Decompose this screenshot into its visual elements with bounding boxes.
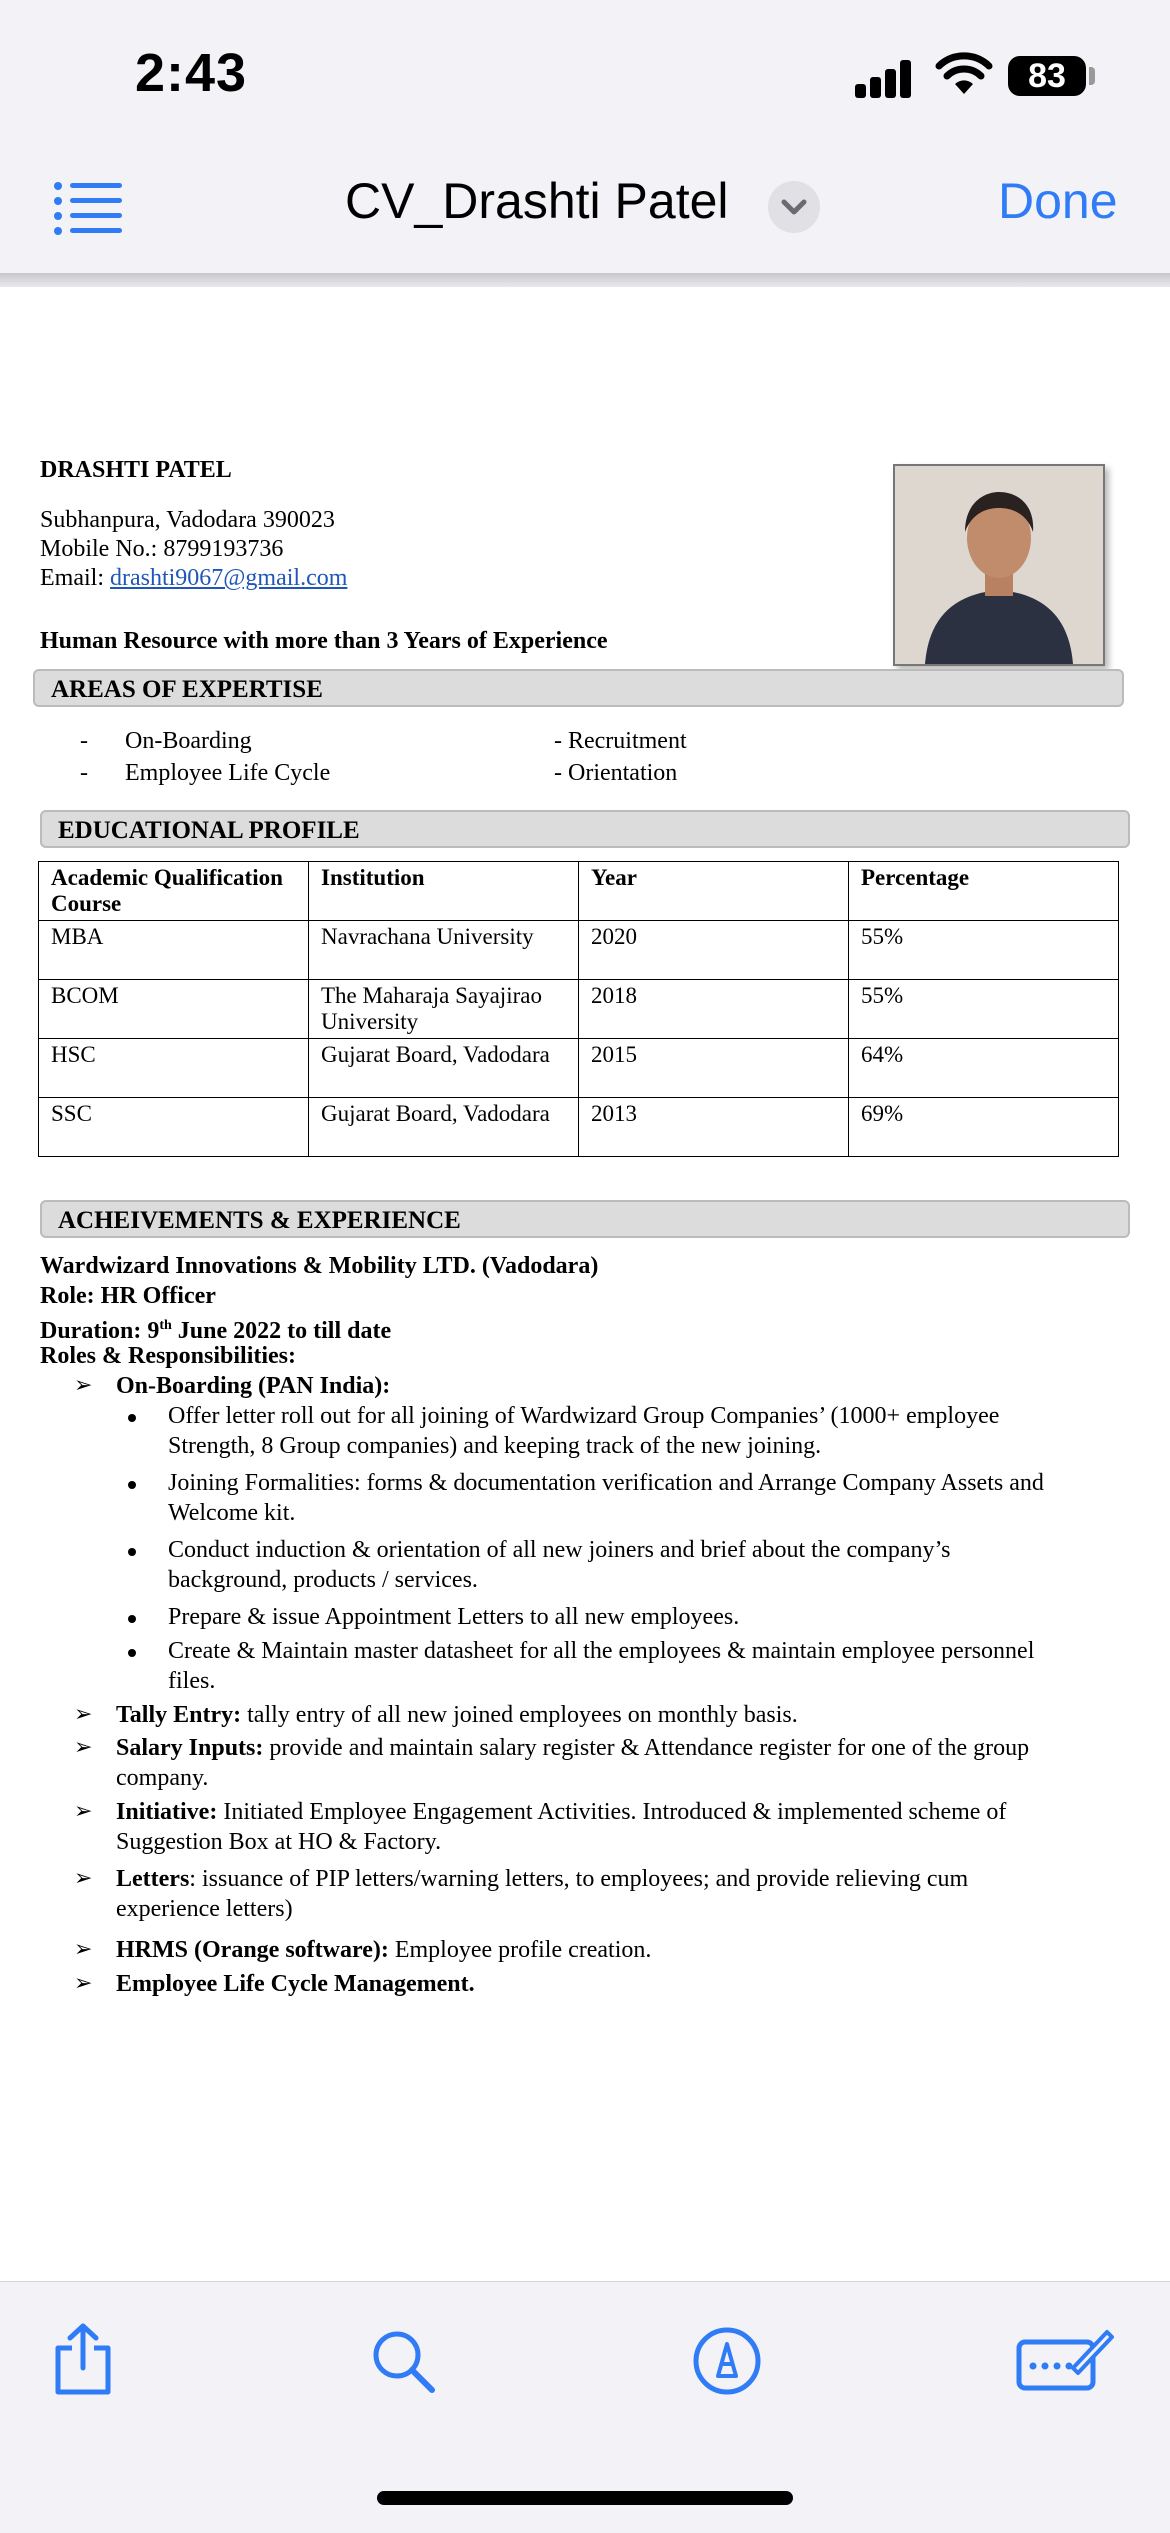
table-cell: Navrachana University — [309, 921, 579, 980]
expertise-right-1: - Recruitment — [554, 728, 687, 754]
expertise-dash-2: - — [80, 760, 88, 786]
onboarding-item-4a: Prepare & issue Appointment Letters to all new employees. — [168, 1604, 740, 1630]
section-expertise: AREAS OF EXPERTISE — [33, 669, 1124, 707]
onboarding-title: On-Boarding (PAN India): — [116, 1373, 391, 1399]
table-cell: 2020 — [579, 921, 849, 980]
initiative-label: Initiative: — [116, 1799, 218, 1825]
table-row — [39, 921, 1119, 980]
arrow-bullet-icon: ➢ — [74, 1865, 93, 1890]
document-page[interactable] — [0, 287, 1170, 2281]
salary-label: Salary Inputs: — [116, 1735, 264, 1761]
arrow-bullet-icon: ➢ — [74, 1936, 93, 1961]
expertise-right-2: - Orientation — [554, 760, 678, 786]
table-row — [39, 1098, 1119, 1157]
letters-label: Letters — [116, 1866, 190, 1892]
bullet-icon — [128, 1481, 136, 1489]
salary-text: provide and maintain salary register & Attendance register for one of the group — [263, 1735, 1030, 1761]
cv-email-line — [40, 563, 347, 593]
table-header-cell: Institution — [309, 862, 579, 921]
table-cell: Gujarat Board, Vadodara — [309, 1098, 579, 1157]
onboarding-item-1b: Strength, 8 Group companies) and keeping track of the new joining. — [168, 1433, 822, 1459]
keyboard-signature-icon[interactable] — [1015, 2324, 1115, 2394]
company-name: Wardwizard Innovations & Mobility LTD. (Vadodara) — [40, 1253, 599, 1279]
duration-pre: Duration: 9 — [40, 1318, 160, 1344]
table-cell: 2013 — [579, 1098, 849, 1157]
onboarding-item-3a: Conduct induction & orientation of all new joiners and brief about the company’s — [168, 1537, 951, 1563]
battery-nub — [1089, 67, 1095, 85]
table-cell: 55% — [849, 980, 1119, 1039]
roles-title: Roles & Responsibilities: — [40, 1343, 297, 1369]
hrms — [116, 1935, 651, 1965]
onboarding-item-5a: Create & Maintain master datasheet for all the employees & maintain employee personnel — [168, 1638, 1035, 1664]
letters-text-2: experience letters) — [116, 1896, 293, 1922]
onboarding-item-5b: files. — [168, 1668, 216, 1694]
arrow-bullet-icon: ➢ — [74, 1798, 93, 1823]
nav-divider — [0, 273, 1170, 287]
initiative-text-2: Suggestion Box at HO & Factory. — [116, 1829, 442, 1855]
salary-inputs — [116, 1733, 1029, 1763]
email-label: Email: — [40, 565, 110, 591]
bullet-icon — [128, 1615, 136, 1623]
email-link[interactable]: drashti9067@gmail.com — [109, 565, 348, 591]
table-row — [39, 980, 1119, 1039]
table-cell: Gujarat Board, Vadodara — [309, 1039, 579, 1098]
cv-headline: Human Resource with more than 3 Years of Experience — [40, 628, 608, 654]
profile-photo — [893, 464, 1105, 666]
education-table — [38, 861, 1119, 1157]
document-title[interactable]: CV_Drashti Patel — [345, 173, 729, 229]
onboarding-item-3b: background, products / services. — [168, 1567, 478, 1593]
onboarding-item-2b: Welcome kit. — [168, 1500, 296, 1526]
onboarding-item-2a: Joining Formalities: forms & documentation verification and Arrange Company Assets and — [168, 1470, 1044, 1496]
chevron-down-icon[interactable] — [768, 181, 820, 233]
home-indicator — [377, 2491, 793, 2505]
bullet-icon — [128, 1649, 136, 1657]
role: Role: HR Officer — [40, 1283, 216, 1309]
table-row — [39, 1039, 1119, 1098]
table-cell: 69% — [849, 1098, 1119, 1157]
battery-icon: 83 — [1008, 56, 1086, 96]
section-education: EDUCATIONAL PROFILE — [40, 810, 1130, 848]
hrms-label: HRMS (Orange software): — [116, 1937, 389, 1963]
list-icon[interactable] — [52, 178, 124, 238]
bullet-icon — [128, 1548, 136, 1556]
table-cell: 2015 — [579, 1039, 849, 1098]
arrow-bullet-icon: ➢ — [74, 1970, 93, 1995]
expertise-dash-1: - — [80, 728, 88, 754]
expertise-left-2: Employee Life Cycle — [125, 760, 331, 786]
letters-text: : issuance of PIP letters/warning letters, to employees; and provide relieving cum — [189, 1866, 969, 1892]
table-cell: HSC — [39, 1039, 309, 1098]
initiative — [116, 1797, 1006, 1827]
search-icon[interactable] — [370, 2328, 436, 2394]
cv-address: Subhanpura, Vadodara 390023 — [40, 507, 335, 533]
table-header-cell: Percentage — [849, 862, 1119, 921]
duration-post: June 2022 to till date — [171, 1318, 392, 1344]
letters — [116, 1864, 968, 1894]
salary-text-2: company. — [116, 1765, 209, 1791]
table-header-cell: Year — [579, 862, 849, 921]
tally-entry — [116, 1700, 798, 1730]
table-cell: MBA — [39, 921, 309, 980]
tally-text: tally entry of all new joined employees on monthly basis. — [241, 1702, 798, 1728]
table-cell: 2018 — [579, 980, 849, 1039]
cv-name: DRASHTI PATEL — [40, 457, 232, 483]
table-cell: SSC — [39, 1098, 309, 1157]
lifecycle: Employee Life Cycle Management. — [116, 1971, 475, 1997]
table-header-row — [39, 862, 1119, 921]
arrow-bullet-icon: ➢ — [74, 1372, 93, 1397]
table-cell: The Maharaja Sayajirao University — [309, 980, 579, 1039]
status-bar — [0, 0, 1170, 150]
status-time: 2:43 — [135, 43, 248, 103]
arrow-bullet-icon: ➢ — [74, 1701, 93, 1726]
tally-label: Tally Entry: — [116, 1702, 242, 1728]
table-header-cell: Academic Qualification Course — [39, 862, 309, 921]
cv-mobile: Mobile No.: 8799193736 — [40, 536, 284, 562]
expertise-left-1: On-Boarding — [125, 728, 252, 754]
cellular-signal-icon — [855, 58, 915, 98]
bullet-icon — [128, 1414, 136, 1422]
share-icon[interactable] — [52, 2322, 114, 2396]
table-cell: BCOM — [39, 980, 309, 1039]
initiative-text: Initiated Employee Engagement Activities. Introduced & implemented scheme of — [217, 1799, 1007, 1825]
table-cell: 64% — [849, 1039, 1119, 1098]
table-cell: 55% — [849, 921, 1119, 980]
done-button[interactable]: Done — [998, 173, 1118, 229]
onboarding-item-1a: Offer letter roll out for all joining of Wardwizard Group Companies’ (1000+ employee — [168, 1403, 1000, 1429]
wifi-icon — [935, 52, 993, 96]
duration-sup: th — [159, 1318, 172, 1333]
markup-icon[interactable] — [692, 2326, 762, 2396]
arrow-bullet-icon: ➢ — [74, 1734, 93, 1759]
hrms-text: Employee profile creation. — [388, 1937, 652, 1963]
section-achievements: ACHEIVEMENTS & EXPERIENCE — [40, 1200, 1130, 1238]
